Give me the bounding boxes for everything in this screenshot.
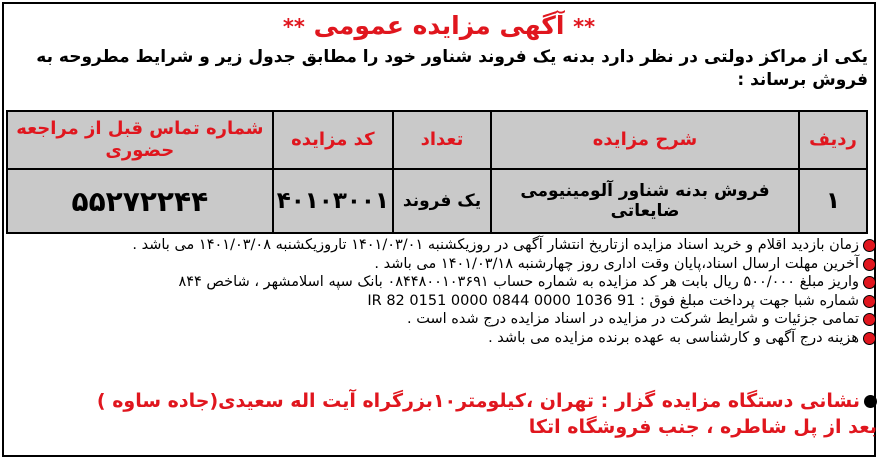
title-stars-right: ** bbox=[573, 15, 596, 39]
bullet-icon bbox=[863, 313, 876, 326]
list-item bbox=[4, 273, 877, 292]
bullet-icon bbox=[863, 332, 876, 345]
list-item bbox=[4, 255, 877, 274]
header-code: کد مزایده bbox=[273, 111, 393, 169]
list-item bbox=[4, 310, 877, 329]
bullet-icon bbox=[863, 258, 876, 271]
cell-description: فروش بدنه شناور آلومینیومی ضایعاتی bbox=[491, 169, 799, 233]
cell-contact: ۵۵۲۷۲۲۴۴ bbox=[7, 169, 273, 233]
header-contact: شماره تماس قبل از مراجعه حضوری bbox=[7, 111, 273, 169]
list-item-text: تمامی جزئیات و شرایط شرکت در مزایده در اسناد مزایده درج شده است . bbox=[407, 311, 859, 327]
title-stars-left: ** bbox=[282, 15, 305, 39]
list-item-text: زمان بازدید اقلام و خرید اسناد مزایده ازتاریخ انتشار آگهی در روزیکشنبه ۱۴۰۱/۰۳/۰۱ تاروزیکشنبه ۱۴۰۱/۰۳/۰۸ می باشد . bbox=[132, 237, 859, 253]
bullet-icon bbox=[863, 239, 876, 252]
list-item-text: واریز مبلغ ۵۰۰/۰۰۰ ریال بابت هر کد مزایده به شماره حساب ۰۸۴۴۸۰۰۱۰۳۶۹۱ بانک سپه اسلامشهر ، شاخص ۸۴۴ bbox=[178, 274, 859, 290]
list-item bbox=[4, 292, 877, 311]
cell-code: ۴۰۱۰۳۰۰۱ bbox=[273, 169, 393, 233]
address-line-1 bbox=[4, 388, 877, 414]
title-text: آگهی مزایده عمومی bbox=[313, 11, 565, 40]
address-text-1: نشانی دستگاه مزایده گزار : تهران ،کیلومتر۱۰بزرگراه آیت اله سعیدی(جاده ساوه ) bbox=[96, 390, 860, 412]
cell-count: یک فروند bbox=[393, 169, 491, 233]
header-row-number: ردیف bbox=[799, 111, 867, 169]
table-row bbox=[7, 169, 867, 233]
cell-row-number: ۱ bbox=[799, 169, 867, 233]
address-line-2: بعد از پل شاطره ، جنب فروشگاه اتکا bbox=[528, 416, 877, 438]
conditions-list bbox=[4, 236, 877, 347]
bullet-icon bbox=[863, 295, 876, 308]
auction-table bbox=[6, 110, 868, 234]
list-item-text: هزینه درج آگهی و کارشناسی به عهده برنده مزایده می باشد . bbox=[488, 329, 859, 346]
header-count: تعداد bbox=[393, 111, 491, 169]
list-item bbox=[4, 236, 877, 255]
header-description: شرح مزایده bbox=[491, 111, 799, 169]
table-header-row bbox=[7, 111, 867, 169]
bullet-icon bbox=[863, 276, 876, 289]
address-block bbox=[4, 388, 877, 440]
list-item bbox=[4, 329, 877, 348]
list-item-text: آخرین مهلت ارسال اسناد،پایان وقت اداری روز چهارشنبه ۱۴۰۱/۰۳/۱۸ می باشد . bbox=[374, 255, 859, 272]
list-item-text: شماره شبا جهت پرداخت مبلغ فوق : IR 82 0151 0000 0844 0000 1036 91 bbox=[367, 292, 859, 309]
intro-text: یکی از مراکز دولتی در نظر دارد بدنه یک فروند شناور خود را مطابق جدول زیر و شرایط مطروحه به فروش برساند : bbox=[36, 47, 868, 90]
bullet-icon bbox=[864, 395, 877, 408]
notice-title bbox=[4, 10, 874, 42]
